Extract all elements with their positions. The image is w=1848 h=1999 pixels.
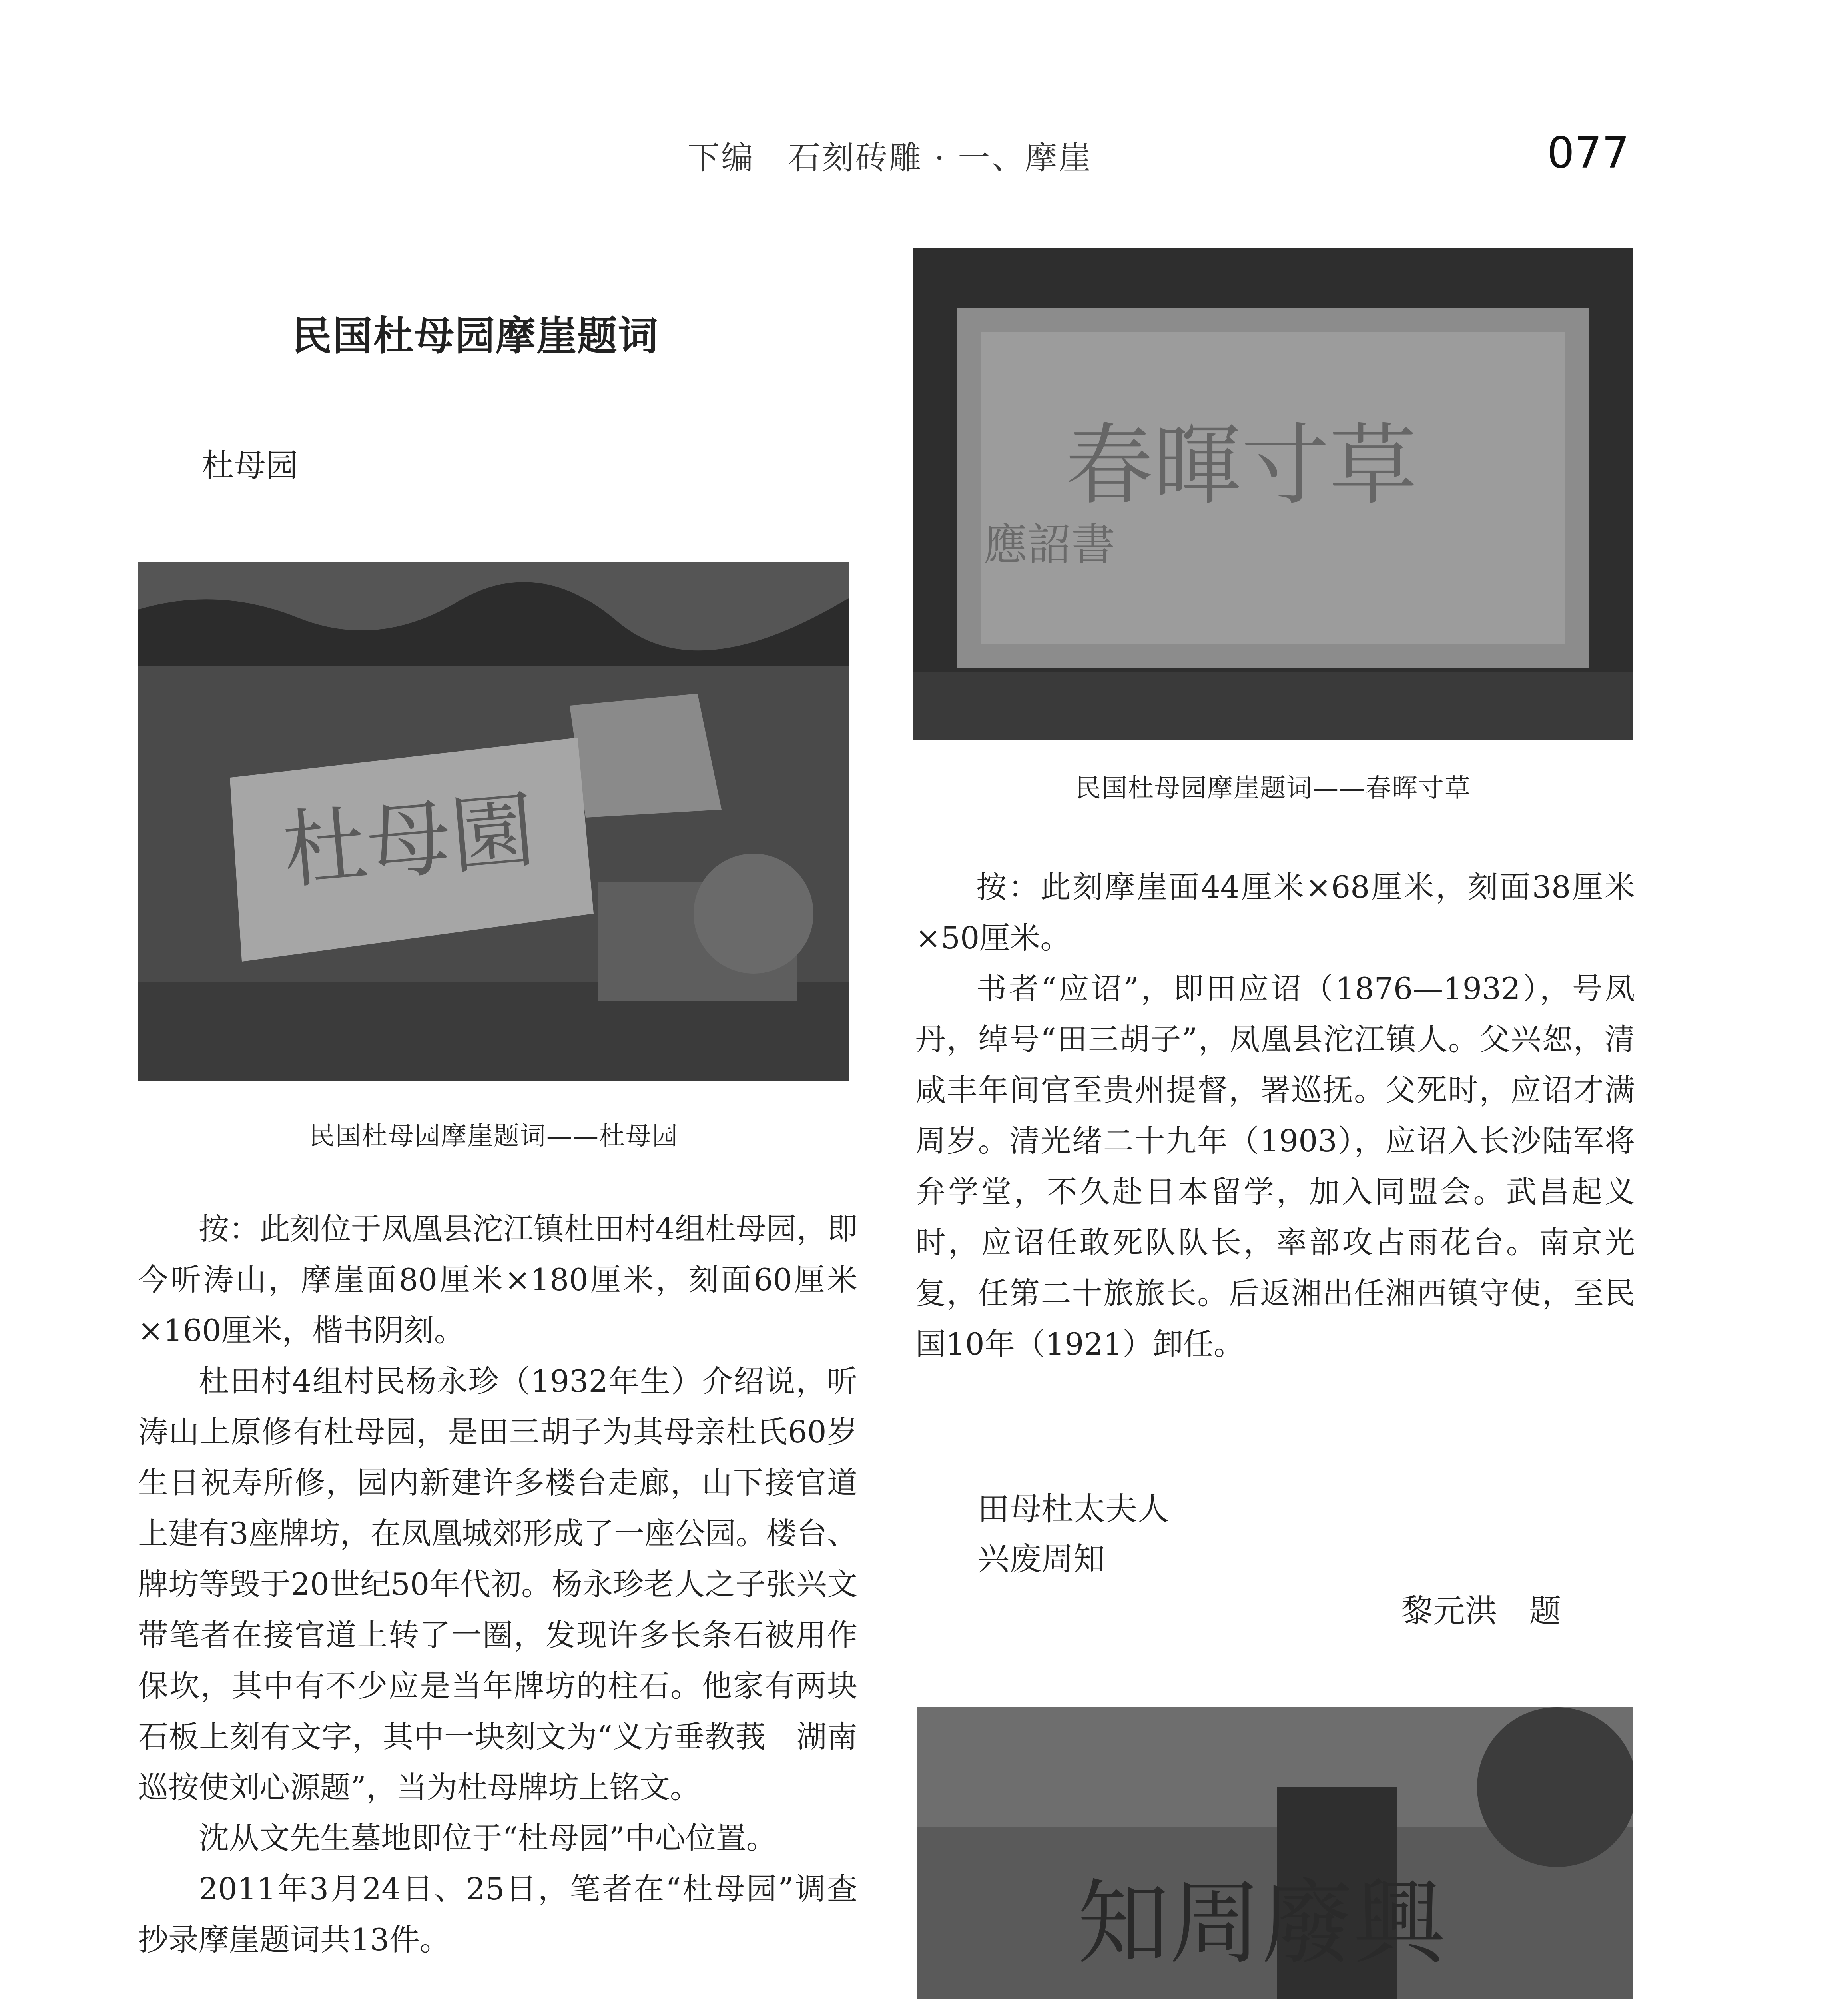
running-header: 下编 石刻砖雕 · 一、摩崖 [688,139,1092,176]
photo-chunhui-image [913,248,1633,740]
paragraph: 按：此刻摩崖面44厘米×68厘米，刻面38厘米×50厘米。 [915,869,1635,956]
paragraph: 沈从文先生墓地即位于“杜母园”中心位置。 [199,1820,777,1856]
caption-dumuyuan: 民国杜母园摩崖题词——杜母园 [309,1121,678,1151]
photo-chunhui [913,248,1633,740]
caption-chunhui: 民国杜母园摩崖题词——春晖寸草 [1075,774,1471,803]
paragraph: 2011年3月24日、25日，笔者在“杜母园”调查抄录摩崖题词共13件。 [138,1871,857,1957]
article-title: 民国杜母园摩崖题词 [292,313,659,359]
photo-dumuyuan [138,562,849,1081]
section-heading-dumuyuan: 杜母园 [202,447,298,484]
signature-liyuanhong: 黎元洪 题 [1401,1592,1561,1630]
section-heading-tianmu-line1: 田母杜太夫人 [977,1490,1169,1528]
paragraph: 按：此刻位于凤凰县沱江镇杜田村4组杜母园，即今听涛山，摩崖面80厘米×180厘米，刻面60厘米×160厘米，楷书阴刻。 [138,1211,857,1348]
page-number: 077 [1547,128,1630,178]
photo-xingfei-image [917,1707,1633,1999]
photo-dumuyuan-image [138,562,849,1081]
section-heading-tianmu-line2: 兴废周知 [977,1540,1105,1578]
photo-chunhui-side-inscription: 應詔書 [983,519,1115,570]
body-left [138,1203,857,1965]
paragraph: 杜田村4组村民杨永珍（1932年生）介绍说，听涛山上原修有杜母园，是田三胡子为其母亲杜氏60岁生日祝寿所修，园内新建许多楼台走廊，山下接官道上建有3座牌坊，在凤凰城郊形成了一座公园。楼台、牌坊等毁于20世纪50年代初。杨永珍老人之子张兴文带笔者在接官道上转了一圈，发现许多长条石被用作保坎，其中有不少应是当年牌坊的柱石。他家有两块石板上刻有文字，其中一块刻文为“义方垂教莪 湖南巡按使刘心源题”，当为杜母牌坊上铭文。 [138,1363,857,1805]
paragraph: 书者“应诏”，即田应诏（1876—1932），号凤丹，绰号“田三胡子”，凤凰县沱江镇人。父兴恕，清咸丰年间官至贵州提督，署巡抚。父死时，应诏才满周岁。清光绪二十九年（1903），应诏入长沙陆军将弁学堂，不久赴日本留学，加入同盟会。武昌起义时，应诏任敢死队队长，率部攻占雨花台。南京光复，任第二十旅旅长。后返湘出任湘西镇守使，至民国10年（1921）卸任。 [915,971,1635,1362]
photo-xingfei-inscription: 知周廢興 [1077,1870,1445,1977]
photo-chunhui-inscription: 春暉寸草 [1065,414,1417,517]
body-right-1 [915,862,1635,1369]
photo-xingfei [917,1707,1633,1999]
photo-dumuyuan-inscription: 杜母園 [279,781,539,901]
